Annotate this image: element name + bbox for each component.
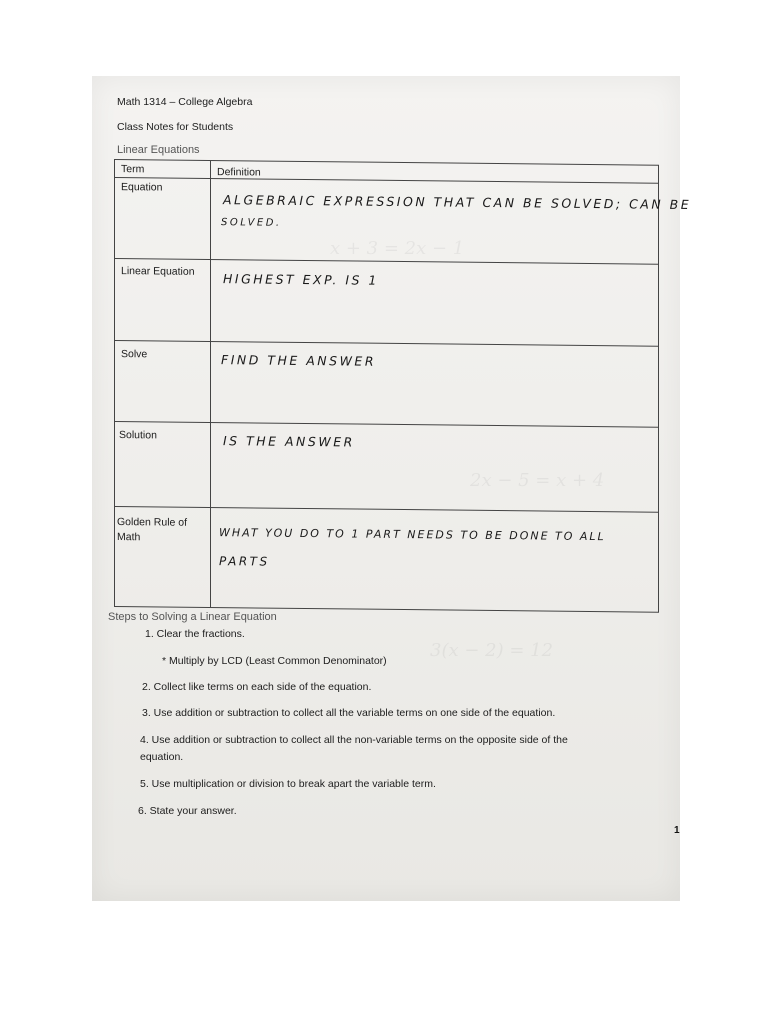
step-4-line2: equation. xyxy=(140,751,184,763)
section-title-linear-equations: Linear Equations xyxy=(117,144,200,156)
definitions-table xyxy=(114,159,692,613)
notes-subtitle: Class Notes for Students xyxy=(117,121,234,133)
definition-solution: IS THE ANSWER xyxy=(223,433,355,450)
step-3: 3. Use addition or subtraction to collect all the variable terms on one side of the equation. xyxy=(142,707,556,719)
row-divider xyxy=(115,177,658,184)
row-divider xyxy=(115,340,658,347)
step-2: 2. Collect like terms on each side of the equation. xyxy=(142,681,372,693)
term-solve: Solve xyxy=(121,348,148,361)
column-header-definition: Definition xyxy=(217,166,261,179)
step-1-sub: * Multiply by LCD (Least Common Denominator) xyxy=(162,655,387,667)
term-equation: Equation xyxy=(121,181,163,194)
steps-title: Steps to Solving a Linear Equation xyxy=(108,611,277,623)
bleed-through-mark: 2x − 5 = x + 4 xyxy=(470,470,605,491)
row-divider xyxy=(115,506,658,513)
definition-golden-rule-line1: WHAT YOU DO TO 1 PART NEEDS TO BE DONE TO ALL xyxy=(219,526,606,544)
term-linear-equation: Linear Equation xyxy=(121,265,195,278)
term-golden-rule-line1: Golden Rule of xyxy=(117,516,188,529)
step-4-line1: 4. Use addition or subtraction to collect all the non-variable terms on the opposite side of the xyxy=(140,734,568,746)
definition-solve: FIND THE ANSWER xyxy=(221,352,377,369)
term-golden-rule-line2: Math xyxy=(117,531,141,544)
bleed-through-mark: x + 3 = 2x − 1 xyxy=(330,238,465,259)
step-1: 1. Clear the fractions. xyxy=(145,628,245,640)
row-divider xyxy=(115,421,658,428)
definition-linear-equation: HIGHEST EXP. IS 1 xyxy=(223,271,379,288)
column-header-term: Term xyxy=(121,163,145,176)
row-divider xyxy=(115,258,658,265)
step-5: 5. Use multiplication or division to break apart the variable term. xyxy=(140,778,436,790)
course-title: Math 1314 – College Algebra xyxy=(117,96,253,108)
column-divider xyxy=(210,161,211,607)
step-6: 6. State your answer. xyxy=(138,805,237,817)
definition-golden-rule-line2: PARTS xyxy=(219,554,270,569)
definition-equation-line1: ALGEBRAIC EXPRESSION THAT CAN BE SOLVED; CAN BE xyxy=(223,192,692,213)
definition-equation-line2: SOLVED. xyxy=(221,217,282,229)
term-solution: Solution xyxy=(119,429,157,442)
page-number: 1 xyxy=(674,825,680,836)
bleed-through-mark: 3(x − 2) = 12 xyxy=(430,640,554,661)
